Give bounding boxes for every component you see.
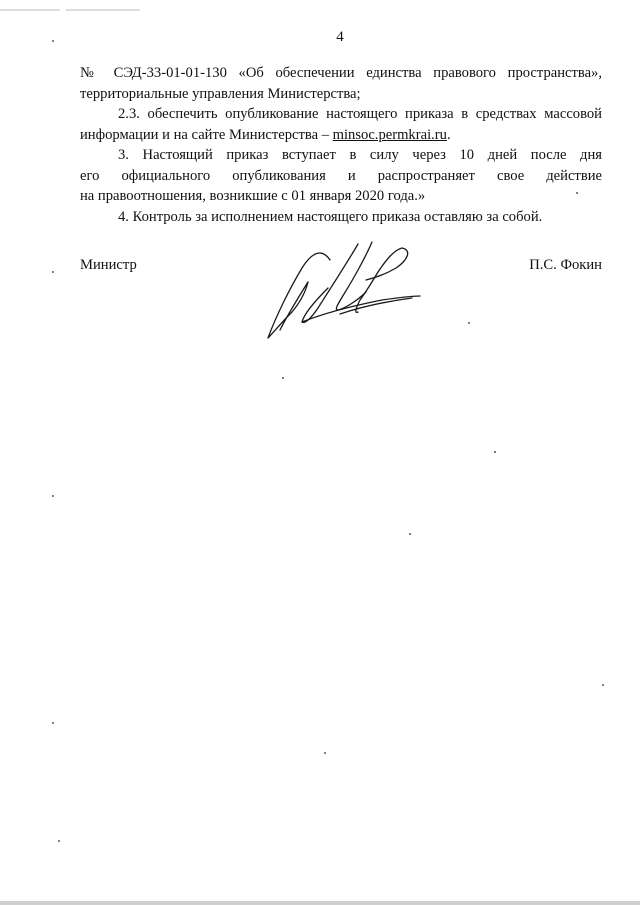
scan-speck xyxy=(602,684,604,686)
scan-speck xyxy=(494,451,496,453)
paragraph-3-line-1: 3. Настоящий приказ вступает в силу через 10 дней после дня xyxy=(118,147,602,163)
scan-speck xyxy=(52,722,54,724)
paragraph-2-line-2 xyxy=(80,125,602,146)
paragraph-3-line-3: на правоотношения, возникшие с 01 января 2020 года.» xyxy=(80,188,426,204)
signatory-title: Министр xyxy=(80,257,137,273)
scan-speck xyxy=(409,533,411,535)
scan-bottom-edge xyxy=(0,901,640,905)
scan-speck xyxy=(468,322,470,324)
scan-top-edge xyxy=(0,0,640,4)
paragraph-3-line-2: его официального опубликования и распространяет свое действие xyxy=(80,167,602,184)
page-number: 4 xyxy=(336,29,344,45)
scan-speck xyxy=(58,840,60,842)
signatory-name: П.С. Фокин xyxy=(529,257,602,273)
scan-speck xyxy=(576,192,578,194)
scan-speck xyxy=(282,377,284,379)
scan-speck xyxy=(52,495,54,497)
paragraph-2-prefix: информации и на сайте Министерства – xyxy=(80,126,333,143)
paragraph-2-suffix: . xyxy=(446,126,451,143)
scan-speck xyxy=(52,271,54,273)
website-link[interactable]: minsoc.permkrai.ru xyxy=(332,126,447,143)
paragraph-4: 4. Контроль за исполнением настоящего приказа оставляю за собой. xyxy=(118,208,543,225)
scan-speck xyxy=(324,752,326,754)
paragraph-1-line-1: № СЭД-33-01-01-130 «Об обеспечении единства правового пространства», xyxy=(80,65,602,81)
paragraph-1-line-2: территориальные управления Министерства; xyxy=(80,85,361,102)
paragraph-2-line-1: 2.3. обеспечить опубликование настоящего приказа в средствах массовой xyxy=(118,106,602,122)
scan-speck xyxy=(52,40,54,42)
handwritten-signature xyxy=(262,238,422,348)
document-body xyxy=(80,63,602,227)
